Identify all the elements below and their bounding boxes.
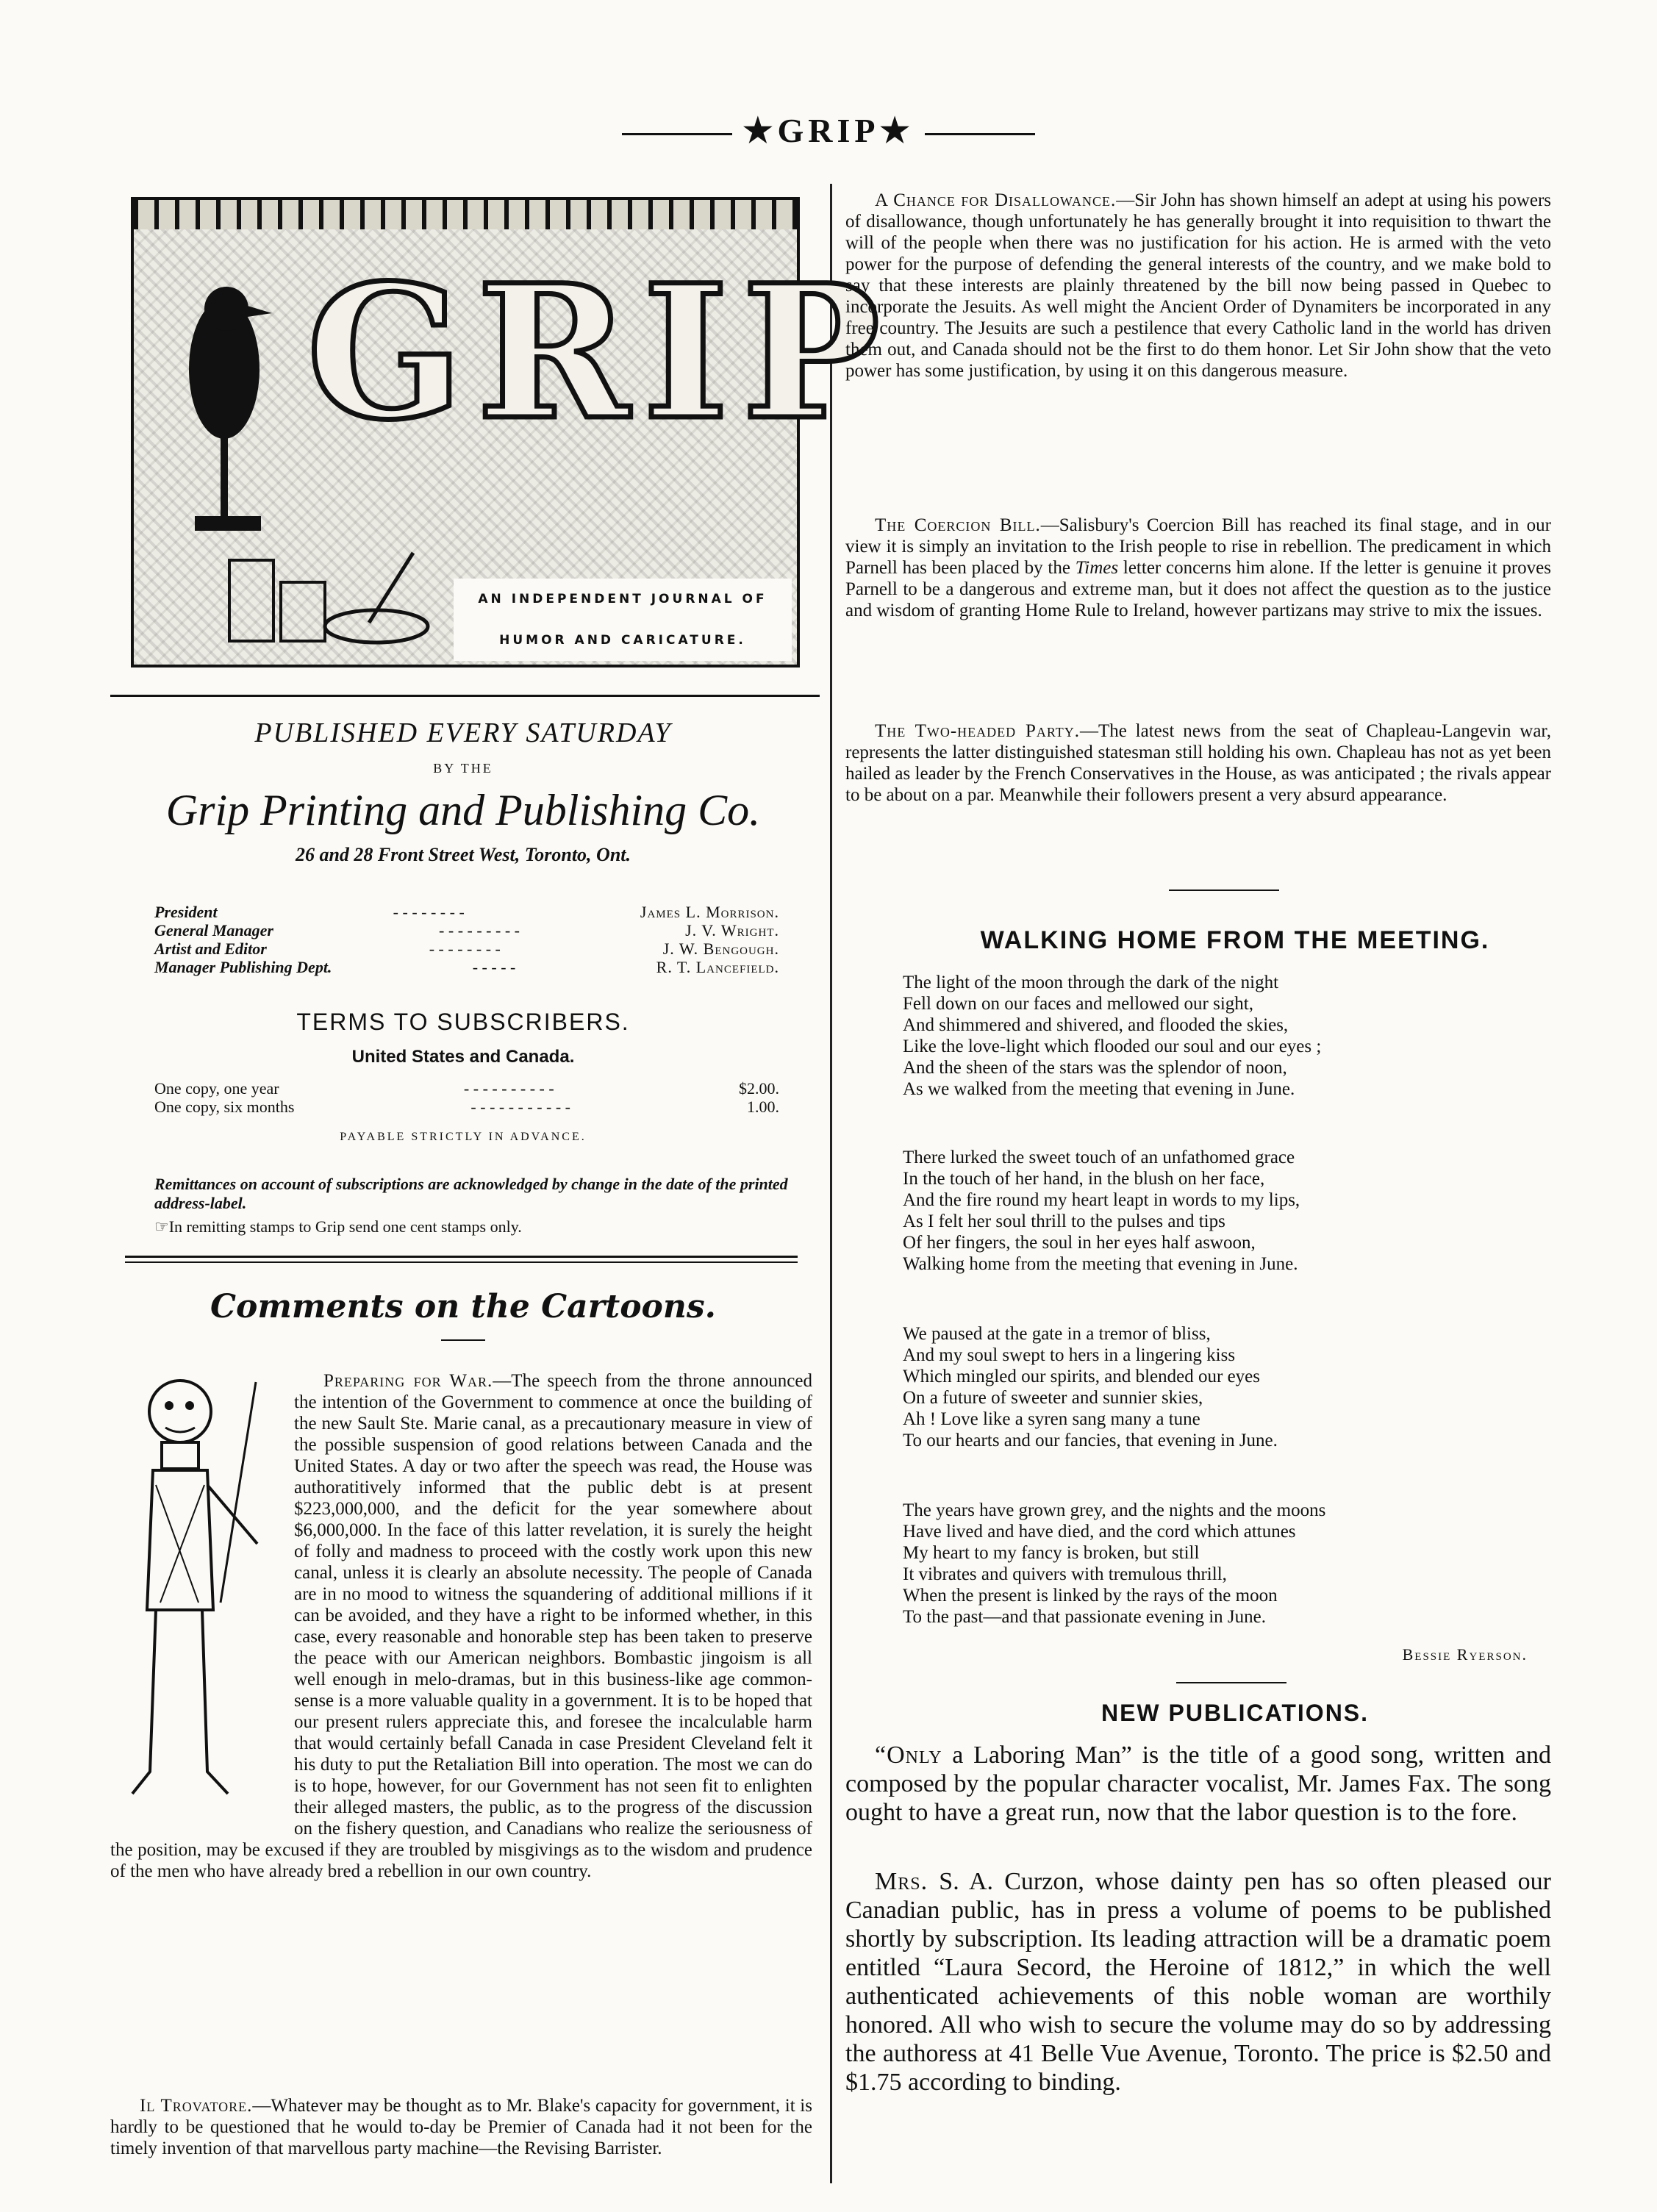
publisher-name: Grip Printing and Publishing Co. <box>165 786 761 834</box>
article-preparing-for-war <box>110 1370 812 1882</box>
poem-line: Which mingled our spirits, and blended our eyes <box>903 1367 1260 1386</box>
price-label: One copy, six months <box>154 1098 295 1116</box>
poem-line: And shimmered and shivered, and flooded the skies, <box>903 1015 1289 1035</box>
raven-icon <box>169 281 279 560</box>
leader-dots: - - - - - - - - <box>393 903 465 921</box>
masthead-tagline <box>454 579 792 661</box>
publisher-by: BY THE <box>433 761 493 776</box>
staff-row <box>154 921 779 939</box>
section-rule <box>125 1256 798 1258</box>
article-text: —Salisbury's Coercion Bill has reached its final stage, and in our view it is simply an invitation to the Irish people to rise in rebellion. The predicament in which Parnell has been placed by the <box>845 515 1551 578</box>
masthead-title: GRIP <box>307 244 894 460</box>
article-lead: The Two-headed Party. <box>875 721 1081 741</box>
inkpot-and-books-icon <box>222 545 443 656</box>
payable-notice: PAYABLE STRICTLY IN ADVANCE. <box>340 1131 587 1143</box>
masthead-border-ornament <box>134 200 797 229</box>
new-publications-item-2 <box>845 1867 1551 2097</box>
item-text: a Laboring Man” is the title of a good song, written and composed by the popular character vocalist, Mr. James Fax. The song ought to have a great run, now that the labor question is to the fore. <box>845 1742 1551 1826</box>
publication-frequency: PUBLISHED EVERY SATURDAY <box>254 717 672 748</box>
leader-dots: - - - - - - - - - - <box>463 1079 554 1098</box>
masthead-rule <box>110 695 820 697</box>
poem-line: Walking home from the meeting that evening in June. <box>903 1254 1298 1274</box>
stamps-notice: ☞In remitting stamps to Grip send one cent stamps only. <box>154 1217 522 1236</box>
staff-list <box>154 903 779 976</box>
poem-line: And my soul swept to hers in a lingering kiss <box>903 1345 1236 1365</box>
poem-line: In the touch of her hand, in the blush on her face, <box>903 1169 1265 1189</box>
poem-line: The years have grown grey, and the nights and the moons <box>903 1500 1326 1520</box>
staff-name: J. V. Wright. <box>685 921 779 939</box>
poem-stanza-1 <box>903 972 1608 1100</box>
poem-line: As we walked from the meeting that evening in June. <box>903 1079 1295 1099</box>
running-head-rule-right <box>925 133 1035 135</box>
leader-dots: - - - - - - - - - <box>439 921 520 939</box>
poem-line: The light of the moon through the dark of the night <box>903 973 1279 992</box>
poem-line: On a future of sweeter and sunnier skies, <box>903 1388 1203 1408</box>
article-lead: Il Trovatore. <box>140 2096 253 2116</box>
poem-line: Of her fingers, the soul in her eyes half aswoon, <box>903 1233 1256 1253</box>
price-list <box>154 1079 779 1116</box>
running-head-title: GRIP <box>777 112 880 149</box>
article-text: —Sir John has shown himself an adept at using his powers of disallowance, though unfortunately he has generally brought it into requisition to thwart the will of the people when there was no justification for his action. He is armed with the veto power for the purpose of defending the general interests of the country, and we make bold to say that these interests are plainly threatened by the bill now being passed in Quebec to incorporate the Jesuits. As well might the Ancient Order of Dynamiters be incorporated in any free country. The Jesuits are such a pestilence that every Catholic land in the world has driven them out, and Canada should not be the first to do them honor. Let Sir John show that the veto power has some justification, by using it on this dangerous measure. <box>845 190 1551 381</box>
new-publications-title: NEW PUBLICATIONS. <box>1101 1700 1370 1726</box>
poem-line: We paused at the gate in a tremor of bliss, <box>903 1324 1211 1344</box>
terms-title: TERMS TO SUBSCRIBERS. <box>296 1009 630 1035</box>
figure-float-space <box>110 1370 294 1833</box>
item-lead: “Only <box>875 1742 942 1769</box>
poem-line: There lurked the sweet touch of an unfathomed grace <box>903 1148 1295 1167</box>
article-lead: A Chance for Disallowance. <box>875 190 1117 210</box>
price-value: 1.00. <box>746 1098 779 1116</box>
poem-title: WALKING HOME FROM THE MEETING. <box>980 926 1490 954</box>
article-il-trovatore <box>110 2095 812 2159</box>
terms-region: United States and Canada. <box>351 1047 575 1067</box>
price-row <box>154 1079 779 1098</box>
article-text: —Whatever may be thought as to Mr. Blake's capacity for government, it is hardly to be questioned that he would to-day be Premier of Canada had it not been for the timely invention of that marvellous party machine—the Revising Barrister. <box>110 2096 812 2158</box>
poem-line: My heart to my fancy is broken, but still <box>903 1543 1200 1563</box>
staff-name: R. T. Lancefield. <box>656 958 779 976</box>
poem-line: It vibrates and quivers with tremulous thrill, <box>903 1564 1227 1584</box>
item-text: S. A. Curzon, whose dainty pen has so often pleased our Canadian public, has in press a volume of poems to be published shortly by subscription. Its leading attraction will be a dramatic poem entitled “Laura Secord, the Heroine of 1812,” in which the well authenticated achievements of this noble woman are worthily honored. All who wish to secure the volume may do so by addressing the authoress at 41 Belle Vue Avenue, Toronto. The price is $2.50 and $1.75 according to binding. <box>845 1868 1551 2096</box>
short-divider <box>1176 1682 1286 1683</box>
staff-role: Manager Publishing Dept. <box>154 958 332 976</box>
poem-stanza-3 <box>903 1323 1608 1451</box>
staff-role: General Manager <box>154 921 273 939</box>
comments-title: Comments on the Cartoons. <box>210 1288 716 1325</box>
title-short-rule <box>441 1339 485 1341</box>
staff-row <box>154 939 779 958</box>
staff-name: J. W. Bengough. <box>662 939 779 958</box>
leader-dots: - - - - - - - - <box>429 939 501 958</box>
poem-line: Ah ! Love like a syren sang many a tune <box>903 1409 1200 1429</box>
new-publications-item-1 <box>845 1741 1551 1827</box>
poem-stanza-4 <box>903 1500 1608 1628</box>
price-label: One copy, one year <box>154 1079 279 1098</box>
article-coercion-bill <box>845 515 1551 621</box>
masthead-tagline-line1: AN INDEPENDENT JOURNAL OF <box>478 592 767 606</box>
article-lead: The Coercion Bill. <box>875 515 1041 535</box>
poem-line: And the sheen of the stars was the splendor of noon, <box>903 1058 1287 1078</box>
price-value: $2.00. <box>739 1079 779 1098</box>
publisher-address: 26 and 28 Front Street West, Toronto, Ont. <box>295 844 631 865</box>
poem-stanza-2 <box>903 1147 1608 1275</box>
article-lead-spacer: Preparing for War. <box>323 1371 493 1391</box>
article-text: —The latest news from the seat of Chapleau-Langevin war, represents the latter distinguished statesman still holding his own. Chapleau has not as yet been hailed as leader by the French Conservatives in the House, as was anticipated ; the rivals appear to be about on a par. Meanwhile their followers present a very absurd appearance. <box>845 721 1551 805</box>
article-italic: Times <box>1075 558 1119 578</box>
leader-dots: - - - - - - - - - - - <box>470 1098 571 1116</box>
running-head: ★GRIP★ <box>0 110 1657 150</box>
poem-line: And the fire round my heart leapt in words to my lips, <box>903 1190 1300 1210</box>
short-divider <box>1169 890 1279 891</box>
poem-line: To our hearts and our fancies, that evening in June. <box>903 1431 1278 1450</box>
article-text: —The speech from the throne announced the intention of the Government to commence at once the building of the new Sault Ste. Marie canal, as a precautionary measure in view of the possible suspension of good relations between Canada and the United States. A day or two after the speech was read, the House was authoratitively informed that the public debt is at present $223,000,000, and the deficit for the year somewhere about $6,000,000. In the face of this latter revelation, it is surely the height of folly and madness to proceed with the costly work upon this new canal, unless it is clearly an absolute necessity. The people of Canada are in no mood to witness the squandering of additional millions if it can be avoided, and they have a right to be informed whether, in this case, every reasonable and honorable step has been taken to preserve the peace with our American neighbors. Bombastic jingoism is all well enough in melo-dramas, but in this business-like age common-sense is a more valuable quality in a government. It is to be hoped that our present rulers appreciate this, and foresee the incalculable harm that would certainly befall Canada in case President Cleveland felt it his duty to put the Retaliation Bill into operation. The most we can do is to hope, however, for our Government has not seen fit to enlighten their alleged masters, the public, as to the progress of the discussion on the fishery question, and Canadians who realize the seriousness of the position, may be excused if they are troubled by misgivings as to the wisdom and prudence of the men who have already bred a rebellion in our own country. <box>110 1371 812 1881</box>
article-text: letter concerns him alone. If the letter is genuine it proves Parnell to be a dangerous and extreme man, but it does not affect the question as to the justice and wisdom of granting Home Rule to Ireland, however partizans may strive to mix the issues. <box>845 558 1551 620</box>
poem-line: As I felt her soul thrill to the pulses and tips <box>903 1211 1225 1231</box>
poem-author: Bessie Ryerson. <box>1402 1645 1528 1664</box>
poem-line: Have lived and have died, and the cord which attunes <box>903 1522 1296 1542</box>
poem-line: To the past—and that passionate evening in June. <box>903 1607 1266 1627</box>
poem-line: When the present is linked by the rays of the moon <box>903 1586 1278 1606</box>
masthead-tagline-line2: HUMOR AND CARICATURE. <box>499 633 746 648</box>
article-two-headed-party <box>845 720 1551 806</box>
item-lead: Mrs. <box>875 1868 928 1895</box>
remittance-notice: Remittances on account of subscriptions are acknowledged by change in the date of the printed address-label. <box>154 1175 788 1212</box>
staff-name: James L. Morrison. <box>640 903 779 921</box>
staff-role: Artist and Editor <box>154 939 267 958</box>
poem-line: Fell down on our faces and mellowed our sight, <box>903 994 1253 1014</box>
column-divider <box>830 184 832 2183</box>
masthead-illustration <box>131 197 894 667</box>
poem-line: Like the love-light which flooded our soul and our eyes ; <box>903 1037 1322 1056</box>
running-head-rule-left <box>622 133 732 135</box>
staff-row <box>154 958 779 976</box>
article-chance-for-disallowance <box>845 190 1551 382</box>
leader-dots: - - - - - <box>472 958 516 976</box>
staff-row <box>154 903 779 921</box>
staff-role: President <box>154 903 218 921</box>
price-row <box>154 1098 779 1116</box>
section-rule-thin <box>125 1261 798 1263</box>
